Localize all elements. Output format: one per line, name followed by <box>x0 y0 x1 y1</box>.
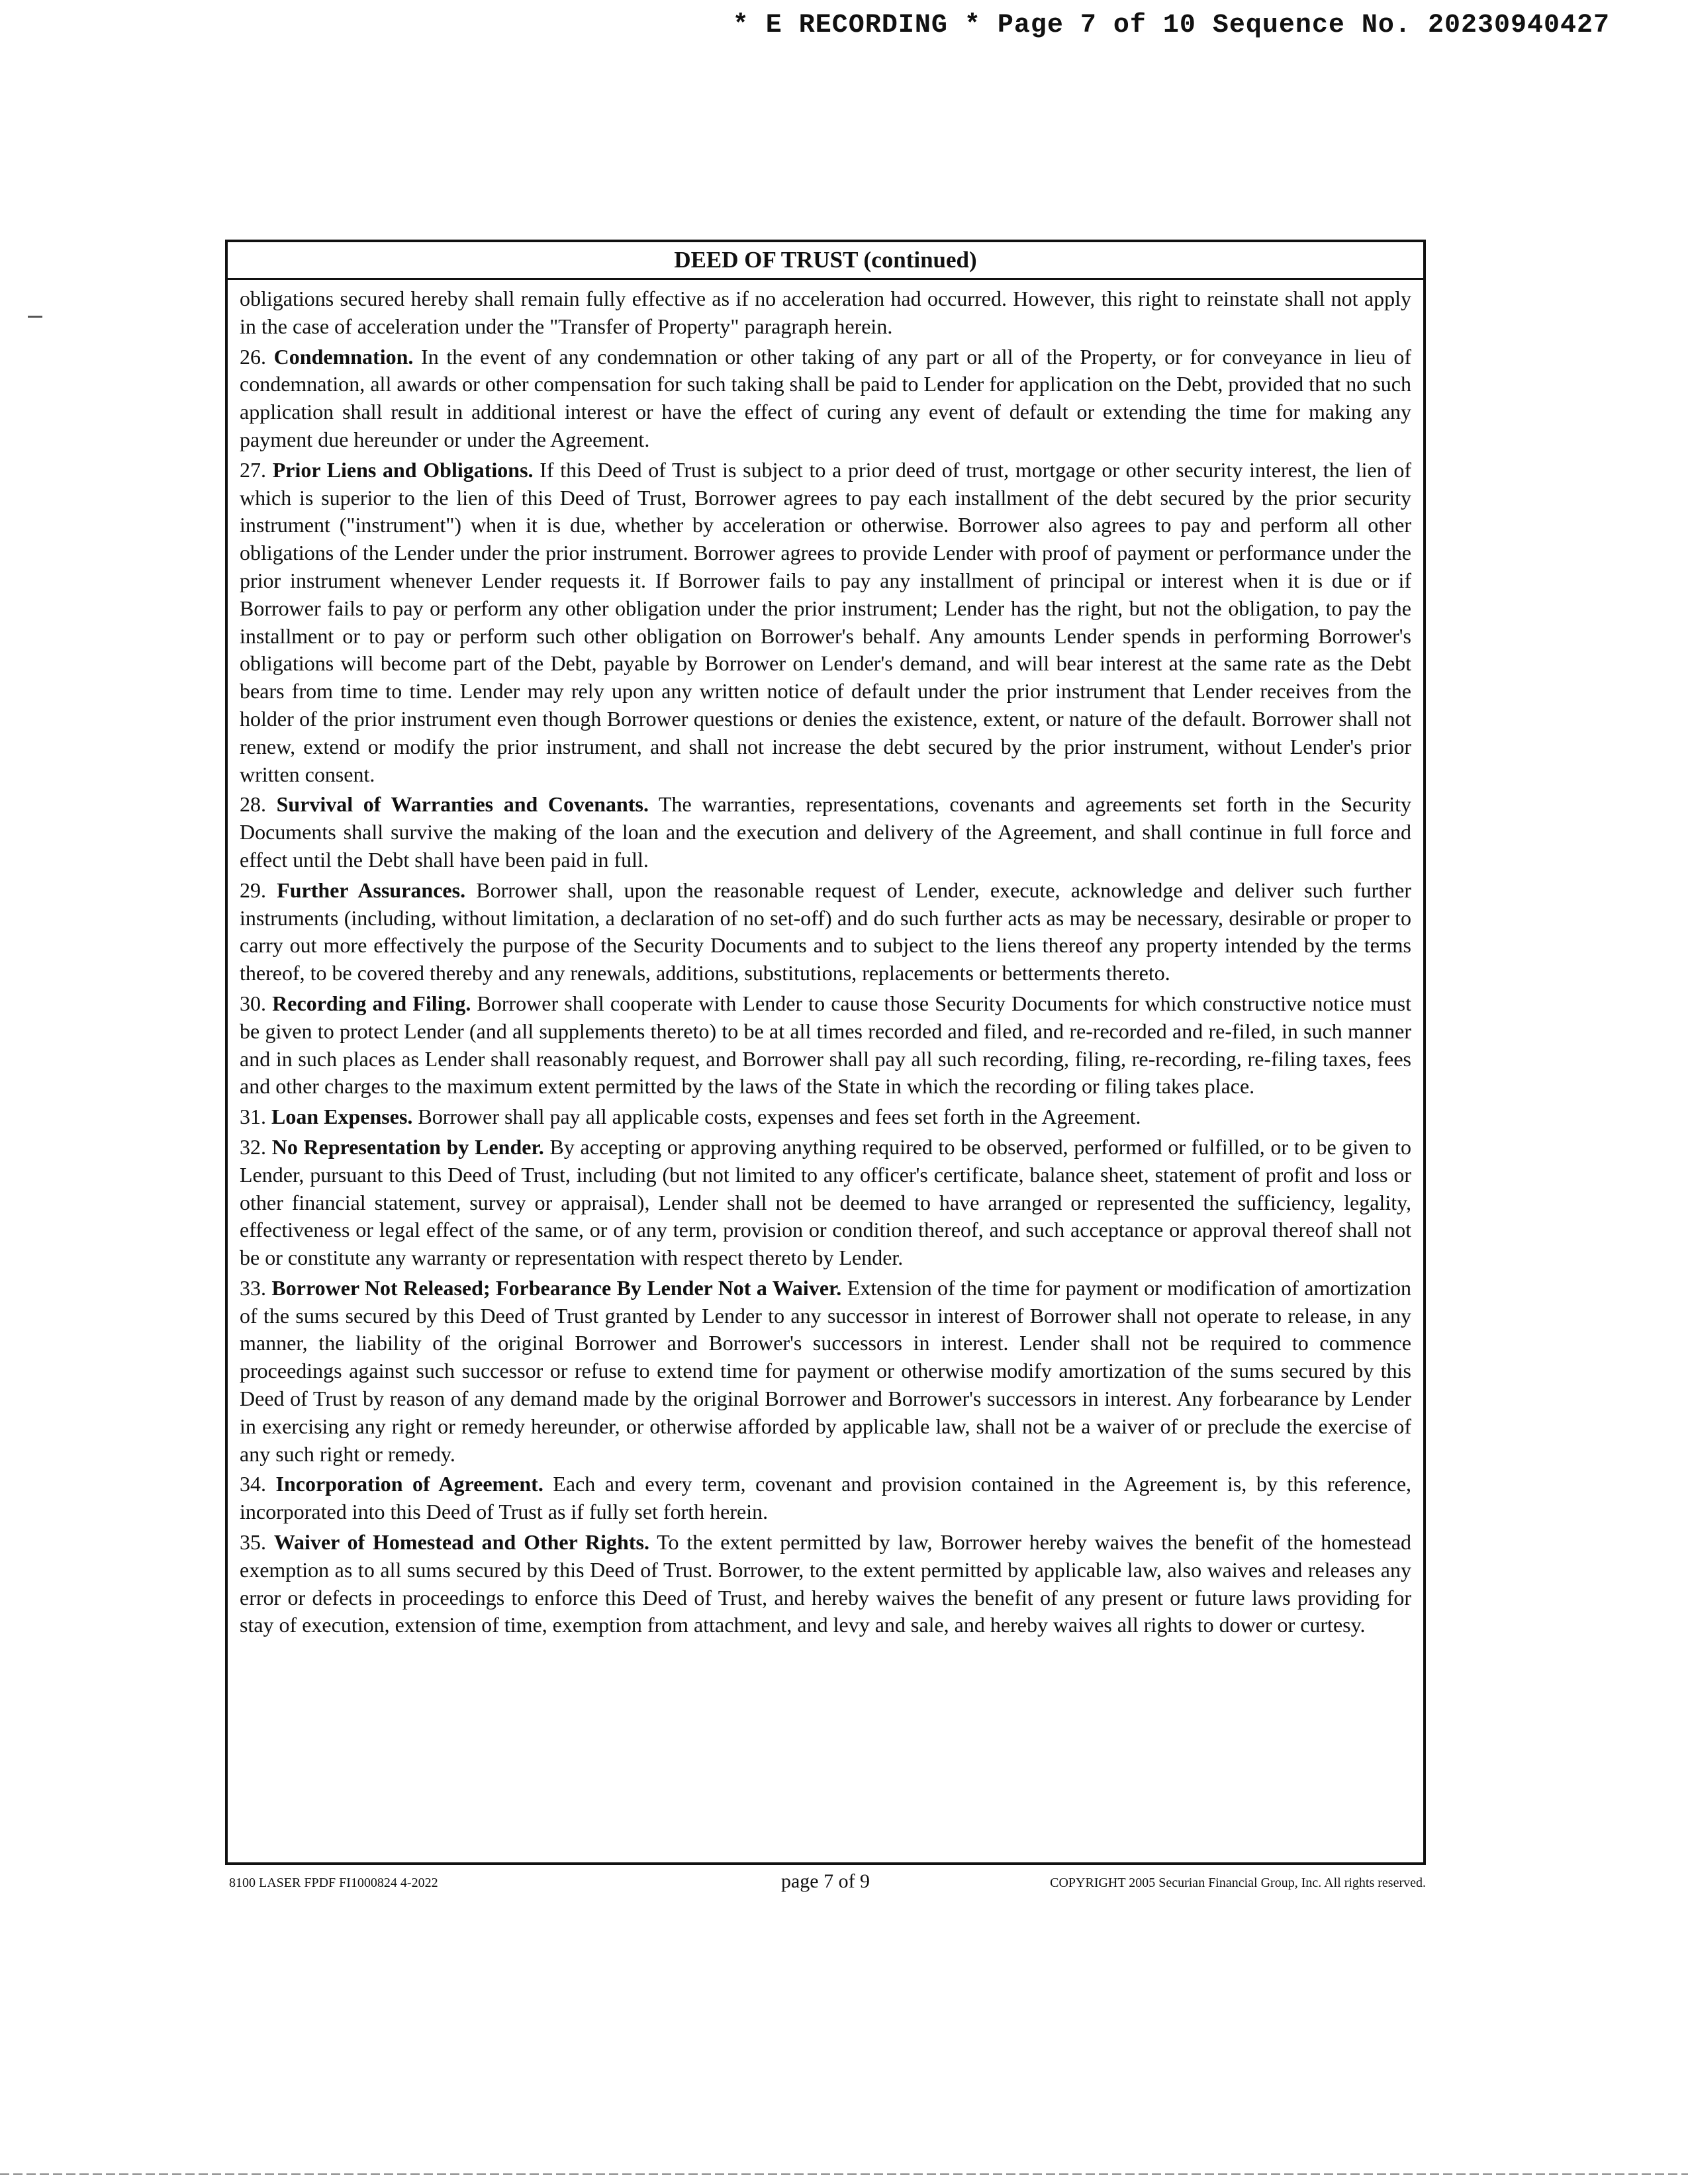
paragraph-text: Borrower shall cooperate with Lender to cause those Security Documents for which constructive notice must be given to protect Lender (and all supplements thereto) to be at all times recorded and filed, and re-recorded and re-filed, in such manner and in such places as Lender shall reasonably request, and Borrower shall pay all such recording, filing, re-recording, re-filing taxes, fees and other charges to the maximum extent permitted by the laws of the State in which the recording or filing takes place. <box>240 991 1412 1099</box>
paragraph-number: 29. <box>240 878 266 902</box>
paragraph-continued <box>240 285 1411 341</box>
paragraph-28-survival <box>240 791 1411 874</box>
paragraph-heading: Further Assurances. <box>277 878 466 902</box>
paragraph-32-no-representation <box>240 1134 1411 1272</box>
paragraph-heading: No Representation by Lender. <box>271 1134 544 1159</box>
paragraph-heading: Condemnation. <box>273 344 414 369</box>
document-box <box>225 240 1426 1865</box>
paragraph-text: To the extent permitted by law, Borrower hereby waives the benefit of the homestead exemption as to all sums secured by this Deed of Trust. Borrower, to the extent permitted by applicable law, also waives and releases any error or defects in proceedings to enforce this Deed of Trust, and hereby waives the benefit of any present or future laws providing for stay of execution, extension of time, exemption from attachment, and levy and sale, and hereby waives all rights to dower or curtesy. <box>240 1530 1412 1637</box>
paragraph-text: Borrower shall, upon the reasonable request of Lender, execute, acknowledge and deliver such further instruments (including, without limitation, a declaration of no set-off) and do such further acts as may be necessary, desirable or proper to carry out more effectively the purpose of the Security Documents and to subject to the liens thereof any property intended by the terms thereof, to be covered thereby and any renewals, additions, substitutions, replacements or betterments thereto. <box>240 878 1412 985</box>
paragraph-text: Each and every term, covenant and provision contained in the Agreement is, by this reference, incorporated into this Deed of Trust as if fully set forth herein. <box>240 1472 1412 1524</box>
paragraph-heading: Prior Liens and Obligations. <box>272 457 534 482</box>
paragraph-number: 30. <box>240 991 266 1015</box>
paragraph-heading: Recording and Filing. <box>272 991 471 1015</box>
paragraph-number: 34. <box>240 1472 266 1496</box>
paragraph-number: 33. <box>240 1275 266 1300</box>
copyright-notice: COPYRIGHT 2005 Securian Financial Group, Inc. All rights reserved. <box>1050 1876 1426 1890</box>
paragraph-number: 32. <box>240 1134 266 1159</box>
paragraph-33-borrower-not-released <box>240 1275 1411 1469</box>
document-body <box>228 280 1423 1639</box>
recording-header: * E RECORDING * Page 7 of 10 Sequence No. 20230940427 <box>732 11 1610 40</box>
paragraph-number: 27. <box>240 457 266 482</box>
paragraph-31-loan-expenses <box>240 1103 1411 1131</box>
paragraph-text: By accepting or approving anything required to be observed, performed or fulfilled, or to be given to Lender, pursuant to this Deed of Trust, including (but not limited to any officer's certificate, balance sheet, statement of profit and loss or other financial statement, survey or appraisal), Lender shall not be deemed to have arranged or represented the sufficiency, legality, effectiveness or legal effect of the same, or of any term, provision or condition thereof, and such acceptance or approval thereof shall not be or constitute any warranty or representation with respect thereto by Lender. <box>240 1134 1412 1270</box>
paragraph-27-prior-liens <box>240 457 1411 789</box>
paragraph-text: Borrower shall pay all applicable costs, expenses and fees set forth in the Agreement. <box>418 1105 1141 1129</box>
paragraph-heading: Borrower Not Released; Forbearance By Lender Not a Waiver. <box>271 1275 842 1300</box>
paragraph-35-waiver-homestead <box>240 1529 1411 1639</box>
paragraph-text: If this Deed of Trust is subject to a prior deed of trust, mortgage or other security interest, the lien of which is superior to the lien of this Deed of Trust, Borrower agrees to pay each installment of the debt secured by the prior security instrument ("instrument") when it is due, whether by acceleration or otherwise. Borrower also agrees to pay and perform all other obligations of the Lender under the prior instrument. Borrower agrees to provide Lender with proof of payment or performance under the prior instrument whenever Lender requests it. If Borrower fails to pay any installment of principal or interest when it is due or if Borrower fails to pay or perform any other obligation under the prior instrument; Lender has the right, but not the obligation, to pay the installment or to pay or perform such other obligation on Borrower's behalf. Any amounts Lender spends in performing Borrower's obligations will become part of the Debt, payable by Borrower on Lender's demand, and will bear interest at the same rate as the Debt bears from time to time. Lender may rely upon any written notice of default under the prior instrument that Lender receives from the holder of the prior instrument even though Borrower questions or denies the existence, extent, or nature of the default. Borrower shall not renew, extend or modify the prior instrument, and shall not increase the debt secured by the prior instrument, without Lender's prior written consent. <box>240 457 1412 786</box>
paragraph-number: 28. <box>240 792 266 817</box>
paragraph-number: 31. <box>240 1105 266 1129</box>
paragraph-heading: Incorporation of Agreement. <box>275 1472 543 1496</box>
paragraph-text: In the event of any condemnation or other taking of any part or all of the Property, or for conveyance in lieu of condemnation, all awards or other compensation for such taking shall be paid to Lender for application on the Debt, provided that no such application shall result in additional interest or have the effect of curing any event of default or extending the time for making any payment due hereunder or under the Agreement. <box>240 344 1412 451</box>
paragraph-text: Extension of the time for payment or modification of amortization of the sums secured by this Deed of Trust granted by Lender to any successor in interest of Borrower shall not operate to release, in any manner, the liability of the original Borrower and Borrower's successors in interest. Lender shall not be required to commence proceedings against such successor or refuse to extend time for payment or otherwise modify amortization of the sums secured by this Deed of Trust by reason of any demand made by the original Borrower and Borrower's successors in interest. Any forbearance by Lender in exercising any right or remedy hereunder, or otherwise afforded by applicable law, shall not be a waiver of or preclude the exercise of any such right or remedy. <box>240 1275 1412 1466</box>
paragraph-text: The warranties, representations, covenants and agreements set forth in the Security Documents shall survive the making of the loan and the execution and delivery of the Agreement, and shall continue in full force and effect until the Debt shall have been paid in full. <box>240 792 1412 872</box>
page-number: page 7 of 9 <box>780 1870 870 1892</box>
scan-mark <box>28 316 42 318</box>
paragraph-heading: Survival of Warranties and Covenants. <box>276 792 649 817</box>
paragraph-text: obligations secured hereby shall remain fully effective as if no acceleration had occurred. However, this right to reinstate shall not apply in the case of acceleration under the "Transfer of Property" paragraph herein. <box>240 287 1411 338</box>
paragraph-30-recording-filing <box>240 990 1411 1101</box>
document-title: DEED OF TRUST (continued) <box>228 242 1423 280</box>
paragraph-heading: Waiver of Homestead and Other Rights. <box>273 1530 649 1555</box>
form-id: 8100 LASER FPDF FI1000824 4-2022 <box>229 1876 438 1890</box>
paragraph-number: 26. <box>240 344 266 369</box>
scan-edge-line <box>0 2173 1688 2175</box>
paragraph-29-further-assurances <box>240 877 1411 987</box>
paragraph-34-incorporation <box>240 1471 1411 1526</box>
page-footer <box>225 1870 1426 1897</box>
paragraph-number: 35. <box>240 1530 266 1555</box>
paragraph-26-condemnation <box>240 343 1411 454</box>
paragraph-heading: Loan Expenses. <box>271 1105 413 1129</box>
